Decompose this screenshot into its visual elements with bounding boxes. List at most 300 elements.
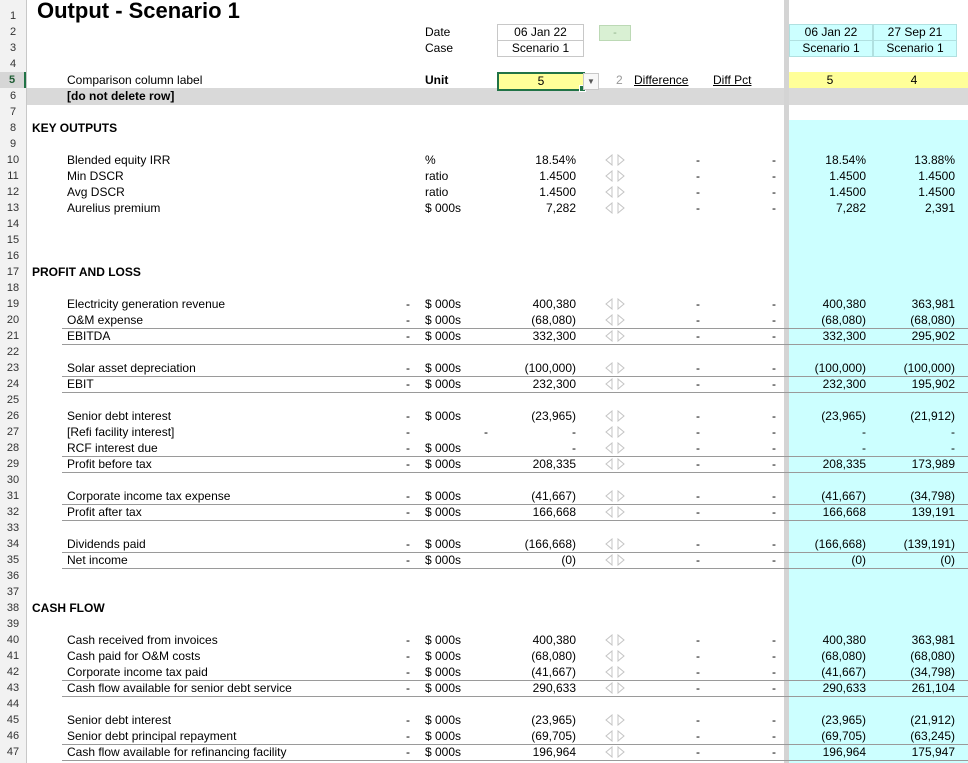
row-unit[interactable]: % (425, 153, 436, 167)
row-header[interactable]: 15 (6, 234, 20, 246)
row-header[interactable]: 10 (6, 154, 20, 166)
row-col2-value[interactable]: 173,989 (911, 457, 955, 471)
total-row-underline (62, 696, 968, 697)
row-header[interactable]: 21 (6, 330, 20, 342)
row-value[interactable]: (41,667) (531, 489, 576, 503)
row-flag[interactable]: - (406, 409, 410, 423)
row-header[interactable]: 26 (6, 410, 20, 422)
row-col1-value[interactable]: 400,380 (822, 633, 866, 647)
left-right-arrow-icon (604, 730, 626, 742)
row-col2-value[interactable]: 363,981 (911, 297, 955, 311)
row-difference[interactable]: - (696, 505, 700, 519)
row-col1-value[interactable]: 332,300 (822, 329, 866, 343)
row-difference[interactable]: - (696, 457, 700, 471)
row-label[interactable]: Profit after tax (67, 505, 142, 519)
row-header[interactable]: 25 (6, 394, 20, 406)
row-diff-pct[interactable]: - (772, 185, 776, 199)
row-header[interactable]: 46 (6, 730, 20, 742)
row-label[interactable]: Cash flow available for refinancing facility (67, 745, 287, 759)
row-header[interactable]: 43 (6, 682, 20, 694)
row-header[interactable]: 29 (6, 458, 20, 470)
left-right-arrow-icon (604, 506, 626, 518)
row-col1-value[interactable]: 1.4500 (829, 169, 866, 183)
col2-case: Scenario 1 (873, 40, 957, 57)
row-value[interactable]: - (572, 441, 576, 455)
row-difference[interactable]: - (696, 409, 700, 423)
row-flag[interactable] (402, 184, 414, 200)
row-mid[interactable] (480, 536, 492, 552)
row-header[interactable]: 19 (6, 298, 20, 310)
row-diff-pct[interactable]: - (772, 649, 776, 663)
left-right-arrow-icon (604, 666, 626, 678)
row-diff-pct[interactable]: - (772, 633, 776, 647)
row-col1-value[interactable]: (41,667) (821, 489, 866, 503)
left-right-arrow-icon (604, 714, 626, 726)
row-header[interactable]: 30 (6, 474, 20, 486)
left-right-arrow-icon (604, 202, 626, 214)
row-col2-value[interactable]: - (951, 425, 955, 439)
row-header[interactable]: 17 (6, 266, 20, 278)
row-header[interactable]: 7 (9, 106, 17, 118)
col2-label: 4 (910, 73, 918, 87)
total-row-underline (62, 344, 968, 345)
row-value[interactable]: 196,964 (532, 745, 576, 759)
left-right-arrow-icon (604, 538, 626, 550)
row-header[interactable]: 2 (9, 26, 17, 38)
row-flag[interactable]: - (406, 537, 410, 551)
row-difference[interactable]: - (696, 313, 700, 327)
left-right-arrow-icon (604, 410, 626, 422)
row-difference[interactable]: - (696, 425, 700, 439)
row-mid[interactable] (480, 680, 492, 696)
date-value-cell[interactable]: 06 Jan 22 (497, 24, 584, 41)
row-difference[interactable]: - (696, 489, 700, 503)
row-diff-pct[interactable]: - (772, 553, 776, 567)
row-unit[interactable]: ratio (425, 185, 449, 199)
row-diff-pct[interactable]: - (772, 729, 776, 743)
row-diff-pct[interactable]: - (772, 505, 776, 519)
row-mid[interactable] (480, 728, 492, 744)
row-unit[interactable]: $ 000s (425, 649, 462, 663)
row-header[interactable]: 36 (6, 570, 20, 582)
row-flag[interactable]: - (406, 329, 410, 343)
row-col2-value[interactable]: 13.88% (914, 153, 955, 167)
row-value[interactable]: 166,668 (532, 505, 576, 519)
row-flag[interactable]: - (406, 441, 410, 455)
row-mid[interactable] (480, 296, 492, 312)
row-difference[interactable]: - (696, 537, 700, 551)
row-col1-value[interactable]: 196,964 (822, 745, 866, 759)
row-diff-pct[interactable]: - (772, 377, 776, 391)
row-col2-value[interactable]: 195,902 (911, 377, 955, 391)
row-mid[interactable] (480, 648, 492, 664)
comparison-column-label: Comparison column label (67, 73, 203, 87)
col1-label: 5 (826, 73, 834, 87)
row-mid[interactable] (480, 664, 492, 680)
row-header[interactable]: 32 (6, 506, 20, 518)
row-header[interactable]: 28 (6, 442, 20, 454)
row-value[interactable]: 400,380 (532, 297, 576, 311)
row-difference[interactable]: - (696, 361, 700, 375)
row-mid[interactable] (480, 200, 492, 216)
row-unit[interactable]: $ 000s (425, 681, 462, 695)
row-header[interactable]: 42 (6, 666, 20, 678)
row-diff-pct[interactable]: - (772, 457, 776, 471)
row-difference[interactable]: - (696, 169, 700, 183)
row-diff-pct[interactable]: - (772, 665, 776, 679)
row-diff-pct[interactable]: - (772, 537, 776, 551)
sheet-title: Output - Scenario 1 (37, 0, 240, 23)
row-value[interactable]: (166,668) (524, 537, 576, 551)
row-flag[interactable]: - (406, 649, 410, 663)
row-col1-value[interactable]: (41,667) (821, 665, 866, 679)
total-row-divider (62, 328, 968, 329)
row-mid[interactable] (480, 312, 492, 328)
row-value[interactable]: 1.4500 (539, 185, 576, 199)
row-mid[interactable] (480, 504, 492, 520)
row-value[interactable]: (69,705) (531, 729, 576, 743)
row-header[interactable]: 27 (6, 426, 20, 438)
row-difference[interactable]: - (696, 553, 700, 567)
row-value[interactable]: (41,667) (531, 665, 576, 679)
row-flag[interactable]: - (406, 297, 410, 311)
row-diff-pct[interactable]: - (772, 409, 776, 423)
row-diff-pct[interactable]: - (772, 489, 776, 503)
case-value-cell[interactable]: Scenario 1 (497, 40, 584, 57)
left-right-arrow-icon (604, 362, 626, 374)
total-row-underline (62, 392, 968, 393)
row-value[interactable]: (23,965) (531, 713, 576, 727)
row-unit[interactable]: $ 000s (425, 489, 462, 503)
row-unit[interactable]: $ 000s (425, 745, 462, 759)
left-right-arrow-icon (604, 682, 626, 694)
row-header[interactable]: 6 (9, 90, 17, 102)
row-col1-value[interactable]: 7,282 (835, 201, 866, 215)
row-label[interactable]: Dividends paid (67, 537, 146, 551)
row-label[interactable]: Electricity generation revenue (67, 297, 226, 311)
row-col1-value[interactable]: (23,965) (821, 713, 866, 727)
row-col1-value[interactable]: 208,335 (822, 457, 866, 471)
row-difference[interactable]: - (696, 681, 700, 695)
col2-date: 27 Sep 21 (873, 24, 957, 41)
row-col1-value[interactable]: (0) (851, 553, 866, 567)
row-header[interactable]: 11 (7, 170, 19, 182)
do-not-delete-label: [do not delete row] (67, 89, 175, 103)
row-col2-value[interactable]: (100,000) (903, 361, 955, 375)
row-value[interactable]: (68,080) (531, 313, 576, 327)
row-col2-value[interactable]: (139,191) (903, 537, 955, 551)
row-value[interactable]: 400,380 (532, 633, 576, 647)
row-label[interactable]: Senior debt interest (67, 713, 172, 727)
row-col2-value[interactable]: 1.4500 (918, 185, 955, 199)
left-right-arrow-icon (604, 186, 626, 198)
row-difference[interactable]: - (696, 201, 700, 215)
row-header[interactable]: 9 (9, 138, 17, 150)
case-label: Case (425, 41, 454, 55)
row-unit[interactable]: $ 000s (425, 297, 462, 311)
row-diff-pct[interactable]: - (772, 425, 776, 439)
row-unit[interactable]: $ 000s (425, 313, 462, 327)
row-mid[interactable] (480, 456, 492, 472)
row-unit[interactable]: $ 000s (425, 665, 462, 679)
row-difference[interactable]: - (696, 713, 700, 727)
row-diff-pct[interactable]: - (772, 681, 776, 695)
row-flag[interactable]: - (406, 713, 410, 727)
row-label[interactable]: Corporate income tax expense (67, 489, 231, 503)
row-mid[interactable] (480, 488, 492, 504)
row-col1-value[interactable]: 232,300 (822, 377, 866, 391)
row-difference[interactable]: - (696, 665, 700, 679)
row-mid[interactable] (480, 184, 492, 200)
row-flag[interactable]: - (406, 313, 410, 327)
row-flag[interactable]: - (406, 425, 410, 439)
row-diff-pct[interactable]: - (772, 201, 776, 215)
row-flag[interactable]: - (406, 745, 410, 759)
row-header[interactable]: 22 (6, 346, 20, 358)
row-flag[interactable]: - (406, 729, 410, 743)
row-mid[interactable] (480, 328, 492, 344)
row-diff-pct[interactable]: - (772, 169, 776, 183)
row-header[interactable]: 23 (6, 362, 20, 374)
row-header[interactable]: 41 (6, 650, 20, 662)
row-header[interactable]: 18 (6, 282, 20, 294)
row-label[interactable]: Solar asset depreciation (67, 361, 196, 375)
row-label[interactable]: Senior debt interest (67, 409, 172, 423)
row-unit[interactable]: $ 000s (425, 457, 462, 471)
row-col1-value[interactable]: 166,668 (822, 505, 866, 519)
row-header[interactable]: 13 (6, 202, 20, 214)
row-header[interactable]: 44 (6, 698, 20, 710)
row-diff-pct[interactable]: - (772, 745, 776, 759)
left-right-arrow-icon (604, 154, 626, 166)
row-col2-value[interactable]: (68,080) (910, 649, 955, 663)
row-unit[interactable]: $ 000s (425, 505, 462, 519)
row-header[interactable]: 24 (6, 378, 20, 390)
left-right-arrow-icon (604, 378, 626, 390)
row-label[interactable]: EBITDA (67, 329, 111, 343)
row-value[interactable]: 1.4500 (539, 169, 576, 183)
row-unit[interactable]: $ 000s (425, 201, 462, 215)
total-row-underline (62, 568, 968, 569)
row-unit[interactable]: $ 000s (425, 361, 462, 375)
row-value[interactable]: (68,080) (531, 649, 576, 663)
row-unit[interactable]: $ 000s (425, 329, 462, 343)
row-difference[interactable]: - (696, 441, 700, 455)
row-col1-value[interactable]: (23,965) (821, 409, 866, 423)
row-mid[interactable] (480, 376, 492, 392)
row-difference[interactable]: - (696, 729, 700, 743)
row-col2-value[interactable]: (21,912) (910, 713, 955, 727)
row-diff-pct[interactable]: - (772, 153, 776, 167)
row-label[interactable]: Profit before tax (67, 457, 152, 471)
row-header[interactable]: 40 (6, 634, 20, 646)
row-mid[interactable] (480, 712, 492, 728)
row-header[interactable]: 8 (9, 122, 17, 134)
dropdown-arrow-icon[interactable]: ▼ (583, 73, 599, 90)
row-mid[interactable] (480, 360, 492, 376)
row-col1-value[interactable]: (166,668) (814, 537, 866, 551)
row-unit[interactable]: $ 000s (425, 713, 462, 727)
row-col2-value[interactable]: (21,912) (910, 409, 955, 423)
row-difference[interactable]: - (696, 185, 700, 199)
row-diff-pct[interactable]: - (772, 441, 776, 455)
difference-header: Difference (634, 73, 689, 87)
row-col2-value[interactable]: 295,902 (911, 329, 955, 343)
row-col2-value[interactable]: - (951, 441, 955, 455)
row-value[interactable]: 18.54% (535, 153, 576, 167)
row-value[interactable]: (100,000) (524, 361, 576, 375)
total-row-underline (62, 520, 968, 521)
row-flag[interactable]: - (406, 681, 410, 695)
row-col2-value[interactable]: (34,798) (910, 665, 955, 679)
row-label[interactable]: Aurelius premium (67, 201, 161, 215)
row-diff-pct[interactable]: - (772, 329, 776, 343)
row-value[interactable]: 232,300 (532, 377, 576, 391)
row-unit[interactable]: $ 000s (425, 633, 462, 647)
row-mid[interactable] (480, 552, 492, 568)
row-diff-pct[interactable]: - (772, 713, 776, 727)
row-flag[interactable] (402, 200, 414, 216)
row-mid[interactable] (480, 440, 492, 456)
row-col1-value[interactable]: - (862, 425, 866, 439)
row-label[interactable]: [Refi facility interest] (67, 425, 175, 439)
row-label[interactable]: Cash paid for O&M costs (67, 649, 201, 663)
row-flag[interactable] (402, 152, 414, 168)
row-col1-value[interactable]: 18.54% (825, 153, 866, 167)
row-col1-value[interactable]: (68,080) (821, 649, 866, 663)
row-label[interactable]: RCF interest due (67, 441, 158, 455)
section-profit-and-loss: PROFIT AND LOSS (32, 265, 141, 279)
total-row-divider (62, 552, 968, 553)
row-header[interactable]: 33 (6, 522, 20, 534)
row-flag[interactable]: - (406, 505, 410, 519)
row-header[interactable]: 45 (6, 714, 20, 726)
row-mid[interactable] (480, 408, 492, 424)
row-difference[interactable]: - (696, 153, 700, 167)
row-flag[interactable]: - (406, 361, 410, 375)
row-col1-value[interactable]: (69,705) (821, 729, 866, 743)
row-mid[interactable]: - (484, 425, 488, 439)
row-mid[interactable] (480, 152, 492, 168)
row-header[interactable]: 39 (6, 618, 20, 630)
row-difference[interactable]: - (696, 633, 700, 647)
row-flag[interactable]: - (406, 553, 410, 567)
row-flag[interactable] (402, 168, 414, 184)
row-mid[interactable] (480, 632, 492, 648)
row-unit[interactable]: $ 000s (425, 553, 462, 567)
row-header[interactable]: 34 (6, 538, 20, 550)
row-value[interactable]: 332,300 (532, 329, 576, 343)
row-col2-value[interactable]: 1.4500 (918, 169, 955, 183)
row-header[interactable]: 16 (6, 250, 20, 262)
row-unit[interactable]: $ 000s (425, 409, 462, 423)
row-unit[interactable]: $ 000s (425, 377, 462, 391)
row-flag[interactable]: - (406, 377, 410, 391)
row-difference[interactable]: - (696, 329, 700, 343)
row-value[interactable]: (0) (561, 553, 576, 567)
row-col2-value[interactable]: 139,191 (911, 505, 955, 519)
row-mid[interactable] (480, 168, 492, 184)
row-value[interactable]: - (572, 425, 576, 439)
row-diff-pct[interactable]: - (772, 297, 776, 311)
section-cash-flow: CASH FLOW (32, 601, 105, 615)
row-col1-value[interactable]: (68,080) (821, 313, 866, 327)
row-label[interactable]: EBIT (67, 377, 94, 391)
row-col2-value[interactable]: (0) (940, 553, 955, 567)
comparison-selector-cell[interactable] (497, 72, 585, 91)
row-col1-value[interactable]: - (862, 441, 866, 455)
row-flag[interactable]: - (406, 457, 410, 471)
row-flag[interactable]: - (406, 665, 410, 679)
row-diff-pct[interactable]: - (772, 313, 776, 327)
row-col2-value[interactable]: 175,947 (911, 745, 955, 759)
row-label[interactable]: O&M expense (67, 313, 144, 327)
row-header[interactable]: 1 (9, 10, 17, 22)
row-value[interactable]: 290,633 (532, 681, 576, 695)
row-unit[interactable]: $ 000s (425, 729, 462, 743)
row-col1-value[interactable]: 290,633 (822, 681, 866, 695)
total-row-underline (62, 760, 968, 761)
row-label[interactable]: Blended equity IRR (67, 153, 171, 167)
row-header[interactable]: 38 (6, 602, 20, 614)
row-difference[interactable]: - (696, 297, 700, 311)
row-header[interactable]: 3 (9, 42, 17, 54)
row-diff-pct[interactable]: - (772, 361, 776, 375)
row-col2-value[interactable]: 2,391 (924, 201, 955, 215)
row-label[interactable]: Corporate income tax paid (67, 665, 208, 679)
row-col2-value[interactable]: (68,080) (910, 313, 955, 327)
row-col1-value[interactable]: (100,000) (814, 361, 866, 375)
row-mid[interactable] (480, 744, 492, 760)
row-header[interactable]: 14 (6, 218, 20, 230)
row-col2-value[interactable]: (34,798) (910, 489, 955, 503)
row-label[interactable]: Net income (67, 553, 128, 567)
row-number-headers[interactable] (0, 0, 27, 763)
row-col1-value[interactable]: 1.4500 (829, 185, 866, 199)
row-col1-value[interactable]: 400,380 (822, 297, 866, 311)
row-col2-value[interactable]: 261,104 (911, 681, 955, 695)
row-unit[interactable]: ratio (425, 169, 449, 183)
row-value[interactable]: 7,282 (545, 201, 576, 215)
row-unit[interactable]: $ 000s (425, 441, 462, 455)
row-header[interactable]: 35 (6, 554, 20, 566)
row-header[interactable]: 47 (6, 746, 20, 758)
row-header[interactable]: 4 (9, 58, 17, 70)
row-label[interactable]: Min DSCR (67, 169, 124, 183)
row-header[interactable]: 20 (6, 314, 20, 326)
left-right-arrow-icon (604, 554, 626, 566)
row-col2-value[interactable]: 363,981 (911, 633, 955, 647)
row-label[interactable]: Avg DSCR (67, 185, 125, 199)
row-header[interactable]: 37 (6, 586, 20, 598)
row-label[interactable]: Cash received from invoices (67, 633, 218, 647)
row-label[interactable]: Senior debt principal repayment (67, 729, 237, 743)
left-right-arrow-icon (604, 634, 626, 646)
row-flag[interactable]: - (406, 633, 410, 647)
row-header[interactable]: 31 (6, 490, 20, 502)
row-value[interactable]: (23,965) (531, 409, 576, 423)
row-difference[interactable]: - (696, 649, 700, 663)
row-header[interactable]: 5 (0, 72, 26, 88)
row-flag[interactable]: - (406, 489, 410, 503)
row-unit[interactable]: $ 000s (425, 537, 462, 551)
row-value[interactable]: 208,335 (532, 457, 576, 471)
row-difference[interactable]: - (696, 745, 700, 759)
row-header[interactable]: 12 (6, 186, 20, 198)
row-difference[interactable]: - (696, 377, 700, 391)
row-col2-value[interactable]: (63,245) (910, 729, 955, 743)
row-label[interactable]: Cash flow available for senior debt service (67, 681, 292, 695)
